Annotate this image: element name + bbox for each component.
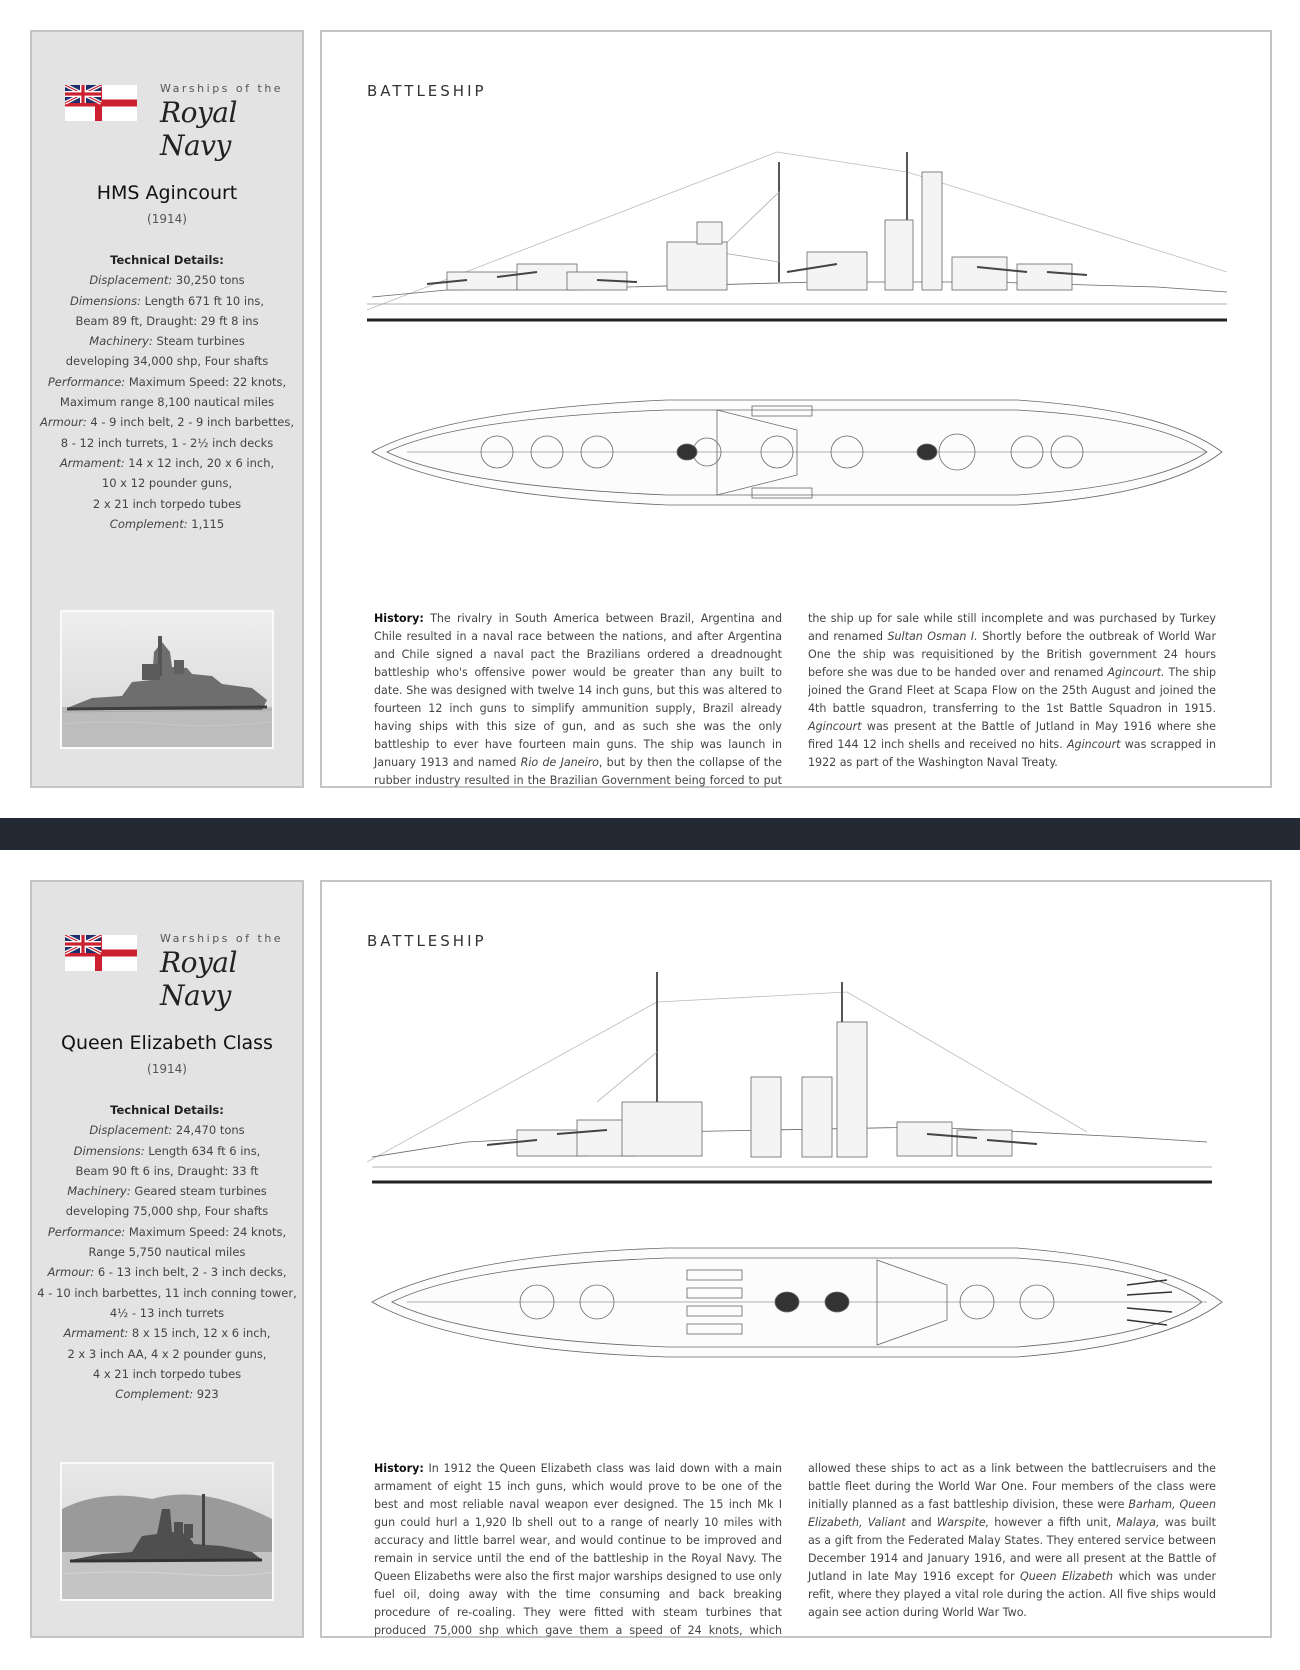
performance-value-2: Range 5,750 nautical miles [88, 1245, 246, 1260]
dimensions-value: Length 671 ft 10 ins, [144, 293, 264, 308]
ship-title: HMS Agincourt [96, 182, 238, 204]
performance-value: Maximum Speed: 22 knots, [128, 374, 287, 389]
info-sidebar [30, 880, 304, 1638]
ship-deck-plan-drawing [367, 1240, 1227, 1370]
performance-label: Performance: [47, 1224, 126, 1239]
displacement-value: 24,470 tons [175, 1123, 245, 1138]
history-paragraph: and [910, 1516, 932, 1529]
history-emphasis: Agincourt [1066, 738, 1121, 751]
armament-label: Armament: [59, 455, 125, 470]
armour-value: 6 - 13 inch belt, 2 - 3 inch decks, [97, 1265, 287, 1280]
machinery-value-2: developing 34,000 shp, Four shafts [65, 354, 269, 369]
drawing-panel [320, 880, 1272, 1638]
history-paragraph: which was under refit, where they played a vital role during the action. All five ships would again see action during World War Two. [808, 1570, 1217, 1619]
displacement-value: 30,250 tons [175, 273, 245, 288]
machinery-label: Machinery: [67, 1184, 131, 1199]
white-ensign-flag-icon [65, 85, 137, 121]
brand-title: Royal Navy [160, 946, 237, 1012]
machinery-label: Machinery: [89, 334, 153, 349]
history-label: History: [374, 612, 424, 625]
history-emphasis: Malaya, [1116, 1516, 1160, 1529]
ship-year: (1914) [147, 212, 187, 226]
armour-label: Armour: [47, 1265, 95, 1280]
dimensions-label: Dimensions: [73, 1143, 145, 1158]
technical-details [32, 1100, 302, 1404]
history-paragraph: was scrapped in 1922 as part of the Washington Naval Treaty. [808, 738, 1217, 769]
sheet-hms-agincourt [0, 0, 1300, 818]
ship-year: (1914) [147, 1062, 187, 1076]
technical-heading: Technical Details: [110, 1103, 224, 1117]
history-emphasis: Queen Elizabeth [1020, 1570, 1114, 1583]
complement-value: 923 [196, 1387, 219, 1402]
technical-heading: Technical Details: [110, 253, 224, 267]
armament-value: 8 x 15 inch, 12 x 6 inch, [131, 1326, 271, 1341]
history-paragraph: The rivalry in South America between Brazil, Argentina and Chile resulted in a naval race between the nations, and after Argentina and Chile signed a naval pact the Brazilians ordered a dreadnought battleship who's offensive power would be greater than any built to date. She was designed with twelve 14 inch guns, but this was altered to fourteen 12 inch guns to simplify ammunition supply, Brazil already having ships with this size of gun, and as such she was the only battleship to ever have fourteen main guns. The ship was launch in January 1913 and named [374, 612, 783, 769]
dimensions-value: Length 634 ft 6 ins, [148, 1143, 261, 1158]
armour-value-3: 4½ - 13 inch turrets [109, 1305, 225, 1320]
history-emphasis: Agincourt. [1107, 666, 1165, 679]
history-text [374, 610, 1216, 790]
history-label: History: [374, 1462, 424, 1475]
armament-label: Armament: [63, 1326, 129, 1341]
white-ensign-flag-icon [65, 935, 137, 971]
complement-label: Complement: [115, 1387, 194, 1402]
brand-title: Royal Navy [160, 96, 237, 162]
displacement-label: Displacement: [89, 273, 173, 288]
ship-title: Queen Elizabeth Class [61, 1032, 273, 1054]
performance-value: Maximum Speed: 24 knots, [128, 1224, 287, 1239]
history-emphasis: Agincourt [808, 720, 862, 733]
history-paragraph: , but by then the collapse of the rubber industry resulted in the Brazilian Government being forced to put the ship up for sale while still incomplete and was purchased by Turkey and renamed [374, 612, 1216, 787]
armour-value: 4 - 9 inch belt, 2 - 9 inch barbettes, [90, 415, 294, 430]
history-text [374, 1460, 1216, 1640]
ship-type-label: BATTLESHIP [367, 932, 487, 950]
brand-subtitle: Warships of the [160, 82, 284, 95]
history-emphasis: Rio de Janeiro [520, 756, 599, 769]
armament-value-3: 2 x 21 inch torpedo tubes [92, 496, 242, 511]
machinery-value: Geared steam turbines [134, 1184, 267, 1199]
history-paragraph: The ship joined the Grand Fleet at Scapa Flow on the 25th August and joined the 4th battle squadron, transferring to the 1st Battle Squadron in 1915. [808, 666, 1216, 715]
sheet-queen-elizabeth-class [0, 850, 1300, 1668]
armament-value: 14 x 12 inch, 20 x 6 inch, [128, 455, 275, 470]
ship-side-profile-drawing [367, 132, 1227, 382]
ship-photo-image [62, 1464, 272, 1599]
ship-photo-image [62, 612, 272, 747]
ship-photo [60, 610, 274, 749]
complement-label: Complement: [109, 516, 188, 531]
history-paragraph: was built as a gift from the Federated Malay States. They entered service between December 1914 and January 1916, and were all present at the Battle of Jutland in late May 1916 except for [808, 1516, 1216, 1583]
info-sidebar [30, 30, 304, 788]
history-emphasis: Sultan Osman I. [887, 630, 978, 643]
technical-details [32, 250, 302, 534]
history-emphasis: Warspite, [936, 1516, 990, 1529]
history-emphasis: Barham, Queen Elizabeth, Valiant [808, 1498, 1216, 1529]
history-paragraph: however a fifth unit, [994, 1516, 1112, 1529]
brand-subtitle: Warships of the [160, 932, 284, 945]
machinery-value-2: developing 75,000 shp, Four shafts [65, 1204, 269, 1219]
performance-label: Performance: [47, 374, 126, 389]
dimensions-value-2: Beam 90 ft 6 ins, Draught: 33 ft [75, 1163, 259, 1178]
dimensions-value-2: Beam 89 ft, Draught: 29 ft 8 ins [75, 313, 259, 328]
sheet-divider [0, 818, 1300, 850]
armour-value-2: 4 - 10 inch barbettes, 11 inch conning tower, [37, 1285, 297, 1300]
armour-label: Armour: [40, 415, 87, 430]
machinery-value: Steam turbines [156, 334, 245, 349]
dimensions-label: Dimensions: [69, 293, 141, 308]
history-paragraph: In 1912 the Queen Elizabeth class was laid down with a main armament of eight 15 inch guns, which would prove to be one of the best and most reliable naval weapon ever designed. The 15 inch Mk I gun could hurl a 1,920 lb shell out to a range of nearly 10 miles with accuracy and little barrel wear, and would continue to be improved and remain in service until the end of the battleship in the Royal Navy. The Queen Elizabeths were also the first major warships designed to use only fuel oil, doing away with the time consuming and back breaking procedure of re-coaling. They were fitted with steam turbines that produced 75,000 shp which gave them a speed of 24 knots, which allowed these ships to act as a link between the battlecruisers and the battle fleet during the World War One. Four members of the class were initially planned as a fast battleship division, these were [374, 1462, 1216, 1637]
armament-value-2: 10 x 12 pounder guns, [101, 476, 233, 491]
performance-value-2: Maximum range 8,100 nautical miles [59, 395, 275, 410]
armament-value-2: 2 x 3 inch AA, 4 x 2 pounder guns, [67, 1346, 267, 1361]
ship-side-profile-drawing [367, 962, 1227, 1232]
complement-value: 1,115 [191, 516, 225, 531]
armament-value-3: 4 x 21 inch torpedo tubes [92, 1366, 242, 1381]
displacement-label: Displacement: [89, 1123, 173, 1138]
history-paragraph: was present at the Battle of Jutland in May 1916 where she fired 144 12 inch shells and received no hits. [808, 720, 1216, 751]
ship-photo [60, 1462, 274, 1601]
history-paragraph: Shortly before the outbreak of World War One the ship was requisitioned by the British government 24 hours before she was due to be handed over and renamed [808, 630, 1217, 679]
armour-value-2: 8 - 12 inch turrets, 1 - 2½ inch decks [60, 435, 274, 450]
ship-deck-plan-drawing [367, 390, 1227, 520]
ship-type-label: BATTLESHIP [367, 82, 487, 100]
drawing-panel [320, 30, 1272, 788]
